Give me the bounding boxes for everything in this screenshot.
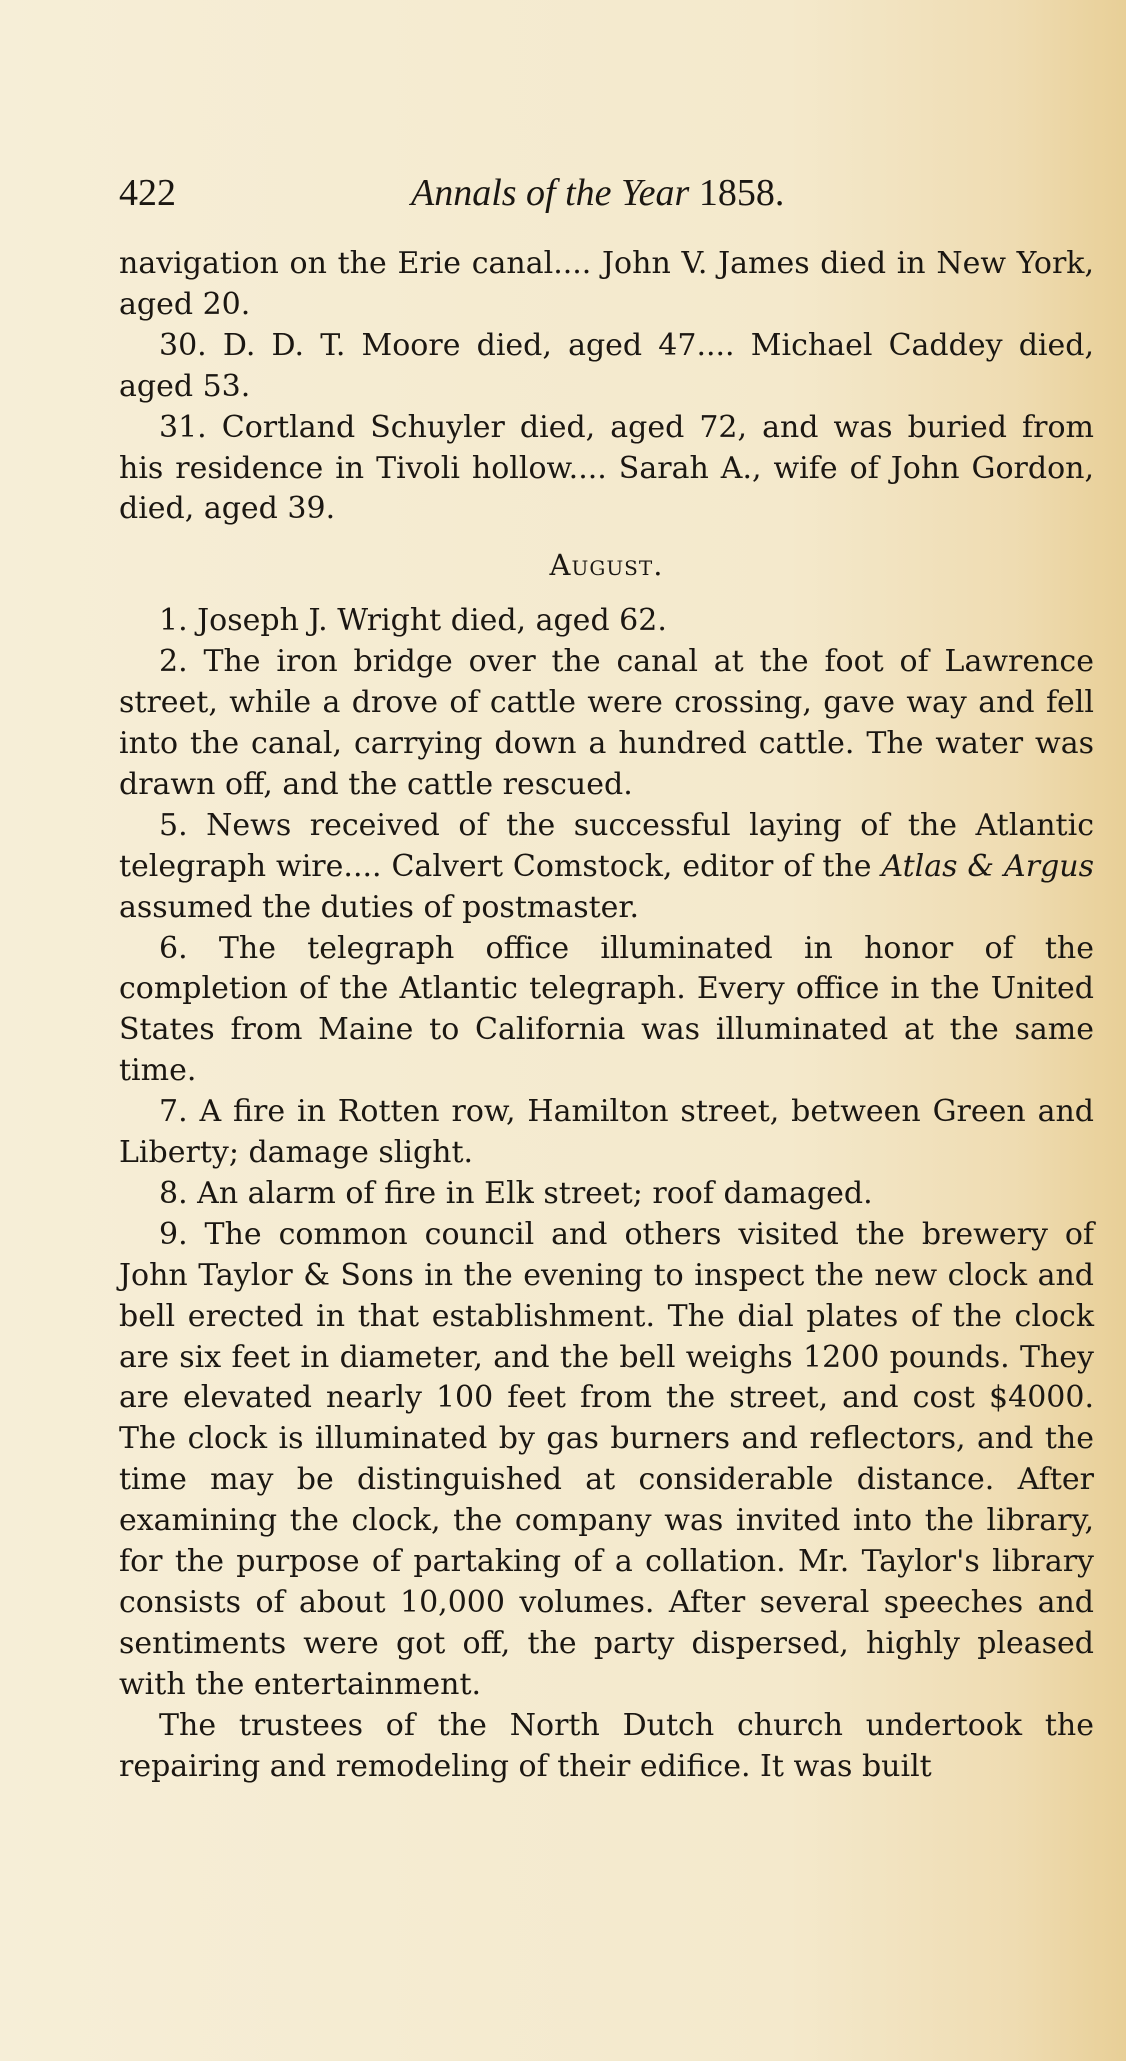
entry-31: 31. Cortland Schuyler died, aged 72, and was buried from his residence in Tivoli hollow.... Sarah A., wife of John Gordon, died, aged 39. (119, 409, 1094, 527)
august-entry-9: 9. The common council and others visited the brewery of John Taylor & Sons in the evening to inspect the new clock and bell erected in that establishment. The dial plates of the clock are six feet in diameter, and the bell weighs 1200 pounds. They are elevated nearly 100 feet from the street, and cost $4000. The clock is illuminated by gas burners and reflectors, and the time may be distinguished at considerable distance. After examining the clock, the company was invited into the library, for the purpose of partaking of a collation. Mr. Taylor's library consists of about 10,000 volumes. After several speeches and sentiments were got off, the party dispersed, highly pleased with the entertainment. (119, 1216, 1094, 1702)
trustees-entry: The trustees of the North Dutch church undertook the repairing and remodeling of their edifice. It was built (119, 1707, 1094, 1784)
entry-30: 30. D. D. T. Moore died, aged 47.... Michael Caddey died, aged 53. (119, 327, 1094, 404)
august-entry-5 (119, 806, 1094, 929)
august-entry-6: 6. The telegraph office illuminated in honor of the completion of the Atlantic telegraph. Every office in the United States from Maine to California was illuminated at the same time. (119, 930, 1094, 1089)
running-title (411, 168, 784, 218)
page-number: 422 (119, 172, 176, 214)
august-entry-5-text: 5. News received of the successful laying of the Atlantic telegraph wire.... Calvert Comstock, editor of the (119, 807, 1094, 884)
august-entry-2: 2. The iron bridge over the canal at the foot of Lawrence street, while a drove of cattle were crossing, gave way and fell into the canal, carrying down a hundred cattle. The water was drawn off, and the cattle rescued. (119, 644, 1094, 802)
august-entry-8: 8. An alarm of fire in Elk street; roof damaged. (159, 1175, 873, 1211)
page-text (119, 244, 1094, 1788)
month-heading: August. (549, 548, 664, 583)
continued-entry: navigation on the Erie canal.... John V. James died in New York, aged 20. (119, 246, 1094, 322)
august-entry-1: 1. Joseph J. Wright died, aged 62. (159, 603, 667, 639)
august-entry-5-ending: assumed the duties of postmaster. (119, 889, 640, 925)
running-title-year: 1858. (698, 172, 785, 214)
running-title-italic: Annals of the Year (411, 172, 690, 214)
page-header (119, 168, 1089, 218)
august-entry-7: 7. A fire in Rotten row, Hamilton street, between Green and Liberty; damage slight. (119, 1094, 1094, 1171)
newspaper-title: Atlas & Argus (881, 848, 1094, 884)
